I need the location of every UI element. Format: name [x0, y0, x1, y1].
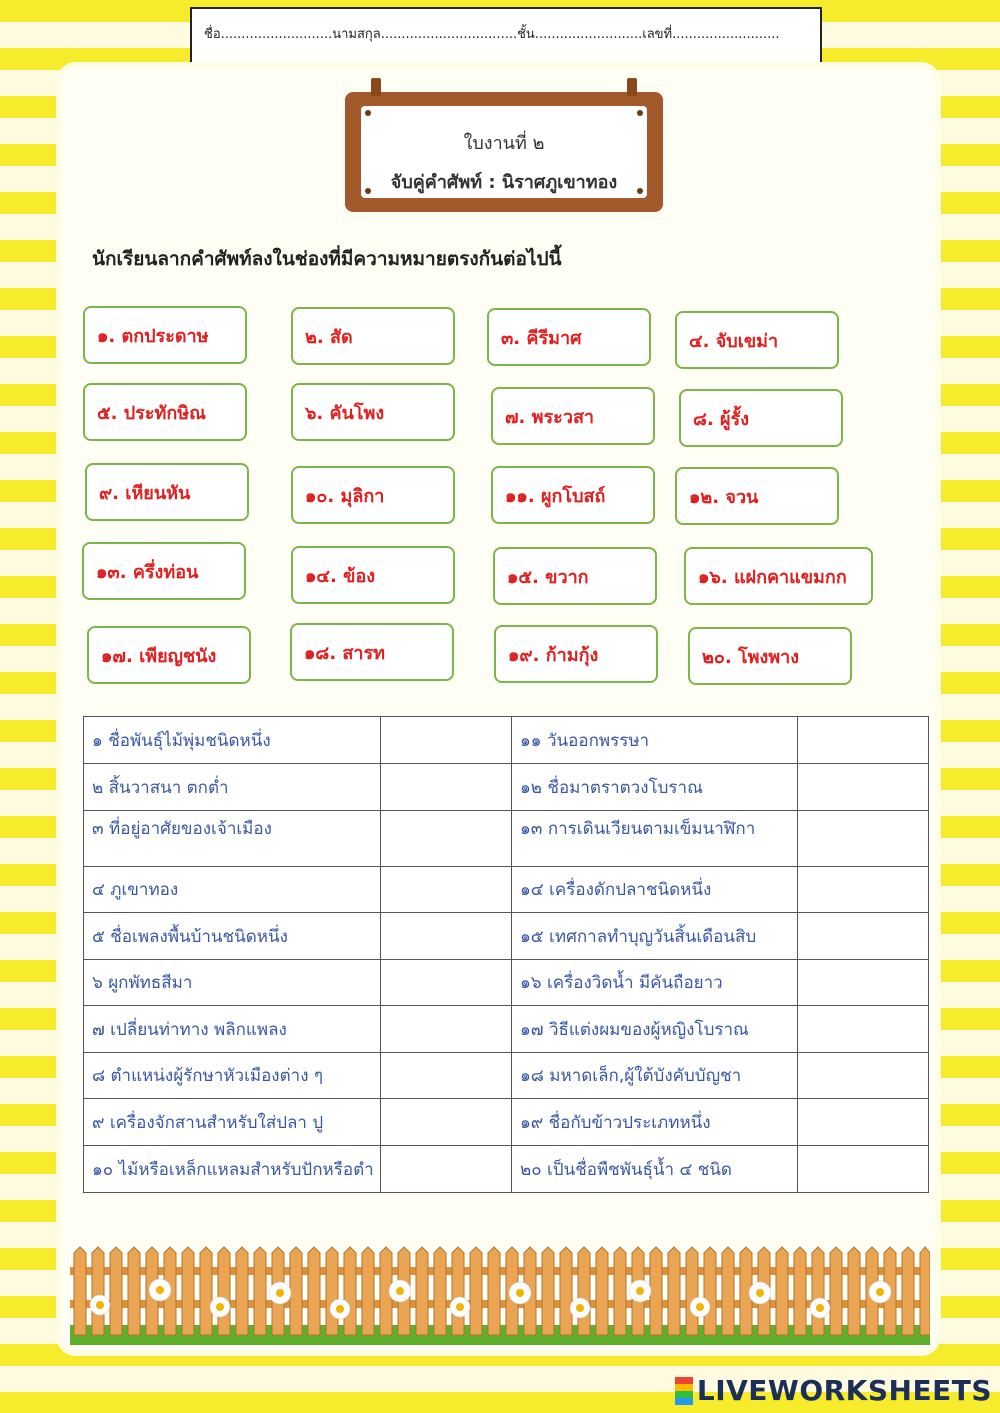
answer-drop-slot[interactable]	[798, 867, 929, 913]
meaning-cell: ๑๔ เครื่องดักปลาชนิดหนึ่ง	[512, 867, 798, 913]
meaning-cell: ๑๙ ชื่อกับข้าวประเภทหนึ่ง	[512, 1099, 798, 1146]
meanings-table	[83, 716, 929, 1193]
meaning-cell: ๓ ที่อยู่อาศัยของเจ้าเมือง	[84, 811, 381, 867]
answer-drop-slot[interactable]	[798, 717, 929, 764]
word-card-18[interactable]: ๑๘. สารท	[290, 623, 454, 681]
table-row	[84, 913, 929, 960]
answer-drop-slot[interactable]	[381, 960, 512, 1006]
answer-drop-slot[interactable]	[381, 1006, 512, 1053]
meaning-cell: ๑๒ ชื่อมาตราตวงโบราณ	[512, 764, 798, 811]
word-card-15[interactable]: ๑๕. ขวาก	[493, 547, 657, 605]
meaning-cell: ๗ เปลี่ยนท่าทาง พลิกแพลง	[84, 1006, 381, 1053]
nail-icon	[637, 188, 643, 194]
meaning-cell: ๑๘ มหาดเล็ก,ผู้ใต้บังคับบัญชา	[512, 1053, 798, 1099]
footer-brand: LIVEWORKSHEETS	[696, 1374, 992, 1407]
answer-drop-slot[interactable]	[798, 811, 929, 867]
meaning-cell: ๕ ชื่อเพลงพื้นบ้านชนิดหนึ่ง	[84, 913, 381, 960]
word-card-1[interactable]: ๑. ตกประดาษ	[83, 306, 247, 364]
meaning-cell: ๑๖ เครื่องวิดน้ำ มีคันถือยาว	[512, 960, 798, 1006]
answer-drop-slot[interactable]	[381, 867, 512, 913]
answer-drop-slot[interactable]	[381, 717, 512, 764]
meaning-cell: ๑๕ เทศกาลทำบุญวันสิ้นเดือนสิบ	[512, 913, 798, 960]
answer-drop-slot[interactable]	[798, 1146, 929, 1193]
word-card-4[interactable]: ๔. จับเขม่า	[675, 311, 839, 369]
word-card-5[interactable]: ๕. ประทักษิณ	[83, 383, 247, 441]
word-card-12[interactable]: ๑๒. จวน	[675, 467, 839, 525]
meaning-cell: ๘ ตำแหน่งผู้รักษาหัวเมืองต่าง ๆ	[84, 1053, 381, 1099]
answer-drop-slot[interactable]	[381, 764, 512, 811]
sign-post-right	[627, 78, 637, 96]
word-card-8[interactable]: ๘. ผู้รั้ง	[679, 389, 843, 447]
word-card-10[interactable]: ๑๐. มุลิกา	[291, 466, 455, 524]
table-row	[84, 764, 929, 811]
word-card-17[interactable]: ๑๗. เพียญชนัง	[87, 626, 251, 684]
sign-post-left	[371, 78, 381, 96]
table-row	[84, 1053, 929, 1099]
word-card-2[interactable]: ๒. สัด	[291, 307, 455, 365]
title-sign	[345, 92, 663, 212]
table-row	[84, 1006, 929, 1053]
word-card-19[interactable]: ๑๙. ก้ามกุ้ง	[494, 625, 658, 683]
meaning-cell: ๑๗ วิธีแต่งผมของผู้หญิงโบราณ	[512, 1006, 798, 1053]
nail-icon	[365, 188, 371, 194]
worksheet-title: จับคู่คำศัพท์ : นิราศภูเขาทอง	[390, 172, 618, 193]
word-card-14[interactable]: ๑๔. ข้อง	[291, 546, 455, 604]
answer-drop-slot[interactable]	[798, 960, 929, 1006]
nail-icon	[637, 110, 643, 116]
table-row	[84, 1099, 929, 1146]
instruction-text: นักเรียนลากคำศัพท์ลงในช่องที่มีความหมายตรงกันต่อไปนี้	[92, 248, 562, 270]
student-info-line: ชื่อ...........................นามสกุล.................................ชั้น..........................เลขที่..........................	[204, 27, 780, 42]
word-card-6[interactable]: ๖. คันโพง	[291, 383, 455, 441]
answer-drop-slot[interactable]	[381, 1053, 512, 1099]
word-card-16[interactable]: ๑๖. แฝกคาแขมกก	[684, 547, 873, 605]
answer-drop-slot[interactable]	[798, 1006, 929, 1053]
meaning-cell: ๑ ชื่อพันธุ์ไม้พุ่มชนิดหนึ่ง	[84, 717, 381, 764]
answer-drop-slot[interactable]	[798, 1053, 929, 1099]
student-info-box	[190, 7, 822, 69]
word-card-3[interactable]: ๓. คีรีมาศ	[487, 308, 651, 366]
word-card-7[interactable]: ๗. พระวสา	[491, 387, 655, 445]
answer-drop-slot[interactable]	[798, 913, 929, 960]
fence-pickets	[74, 1247, 930, 1335]
meaning-cell: ๑๑ วันออกพรรษา	[512, 717, 798, 764]
answer-drop-slot[interactable]	[381, 913, 512, 960]
table-row	[84, 717, 929, 764]
liveworksheets-badge-icon	[675, 1377, 693, 1405]
meaning-cell: ๔ ภูเขาทอง	[84, 867, 381, 913]
word-card-9[interactable]: ๙. เหียนหัน	[85, 463, 249, 521]
table-row	[84, 867, 929, 913]
table-row	[84, 811, 929, 867]
answer-drop-slot[interactable]	[381, 811, 512, 867]
worksheet-number: ใบงานที่ ๒	[463, 133, 545, 154]
meaning-cell: ๑๐ ไม้หรือเหล็กแหลมสำหรับปักหรือตำ	[84, 1146, 381, 1193]
meaning-cell: ๒๐ เป็นชื่อพืชพันธุ์น้ำ ๔ ชนิด	[512, 1146, 798, 1193]
liveworksheets-logo	[675, 1374, 992, 1407]
word-card-13[interactable]: ๑๓. ครึ่งท่อน	[82, 542, 246, 600]
answer-drop-slot[interactable]	[381, 1099, 512, 1146]
table-row	[84, 1146, 929, 1193]
meaning-cell: ๖ ผูกพัทธสีมา	[84, 960, 381, 1006]
answer-drop-slot[interactable]	[798, 1099, 929, 1146]
meaning-cell: ๙ เครื่องจักสานสำหรับใส่ปลา ปู	[84, 1099, 381, 1146]
meaning-cell: ๑๓ การเดินเวียนตามเข็มนาฬิกา	[512, 811, 798, 867]
sign-board	[361, 106, 647, 198]
word-card-20[interactable]: ๒๐. โพงพาง	[688, 627, 852, 685]
table-row	[84, 960, 929, 1006]
word-card-11[interactable]: ๑๑. ผูกโบสถ์	[491, 466, 655, 524]
meaning-cell: ๒ สิ้นวาสนา ตกต่ำ	[84, 764, 381, 811]
nail-icon	[365, 110, 371, 116]
answer-drop-slot[interactable]	[798, 764, 929, 811]
fence-flowers-decoration	[70, 1245, 930, 1345]
answer-drop-slot[interactable]	[381, 1146, 512, 1193]
